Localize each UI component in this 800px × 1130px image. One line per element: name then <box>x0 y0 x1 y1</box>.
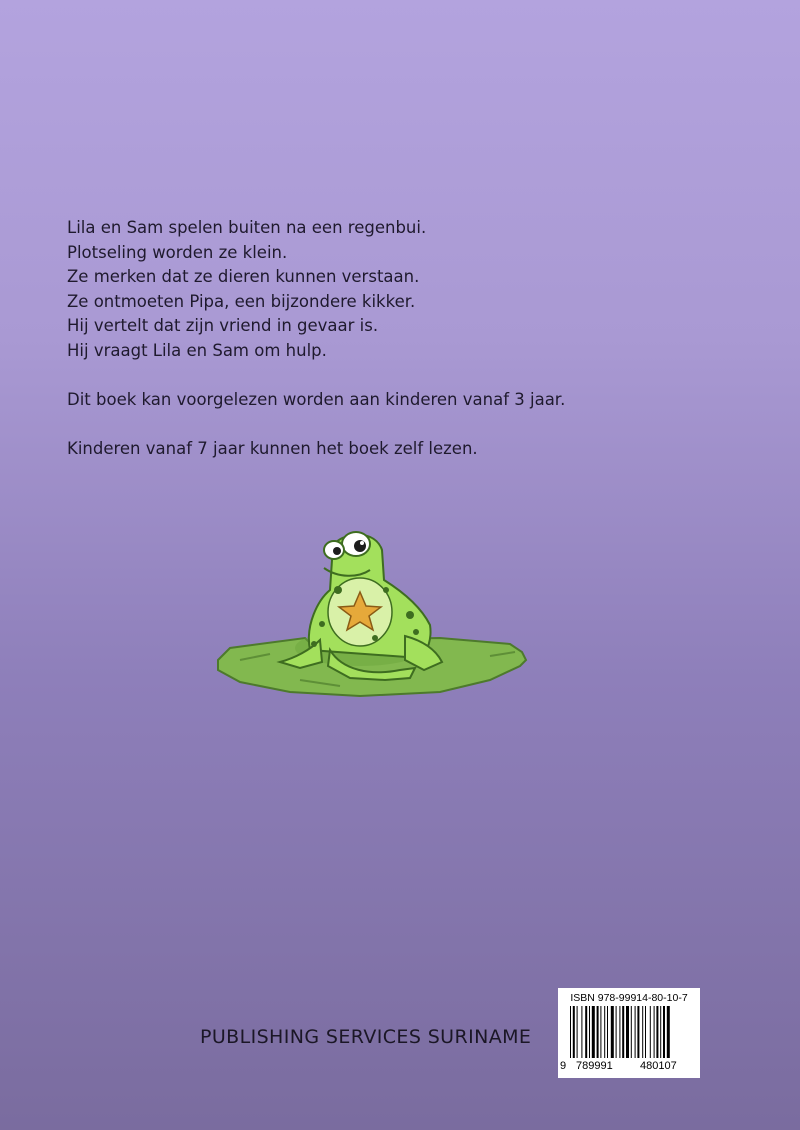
synopsis-line: Ze merken dat ze dieren kunnen verstaan. <box>67 267 420 286</box>
isbn-label: ISBN 978-99914-80-10-7 <box>570 992 688 1004</box>
synopsis-line: Hij vraagt Lila en Sam om hulp. <box>67 340 327 360</box>
isbn-barcode <box>558 988 700 1078</box>
publisher-name: PUBLISHING SERVICES SURINAME <box>200 1026 532 1048</box>
frog <box>280 532 442 680</box>
read-aloud-age-note: Dit boek kan voorgelezen worden aan kinderen vanaf 3 jaar. <box>67 389 566 409</box>
barcode-first-digit: 9 <box>560 1060 567 1072</box>
synopsis-line: Lila en Sam spelen buiten na een regenbui. <box>67 218 427 237</box>
synopsis-line: Ze ontmoeten Pipa, een bijzondere kikker. <box>67 291 416 311</box>
self-read-age-note: Kinderen vanaf 7 jaar kunnen het boek zelf lezen. <box>67 438 478 458</box>
frog-on-lily-pad-illustration <box>210 520 540 710</box>
back-cover-blurb <box>67 216 727 461</box>
barcode-right-digits: 480107 <box>640 1060 677 1072</box>
synopsis-paragraph <box>67 216 727 363</box>
barcode-left-digits: 789991 <box>576 1060 613 1072</box>
synopsis-line: Plotseling worden ze klein. <box>67 242 288 262</box>
synopsis-line: Hij vertelt dat zijn vriend in gevaar is. <box>67 316 379 335</box>
